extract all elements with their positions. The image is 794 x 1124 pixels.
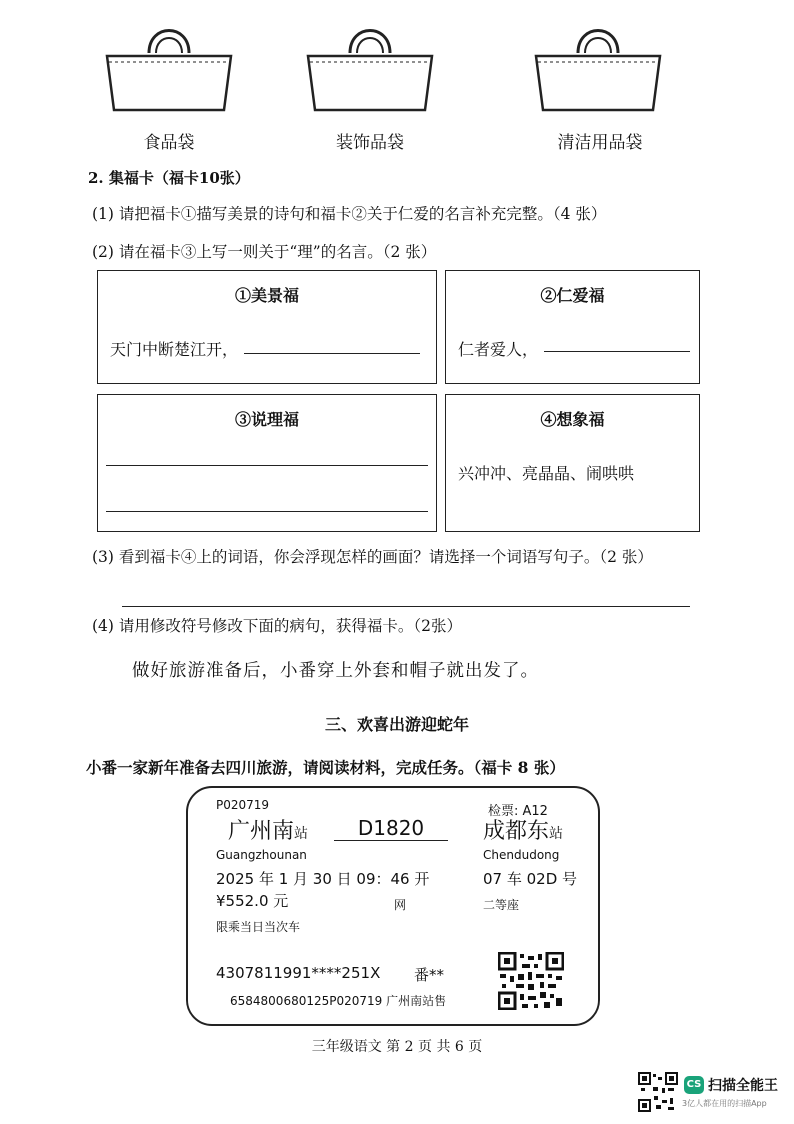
card-beauty-text: 天门中断楚江开，: [110, 340, 239, 359]
question-2-sub1: (1) 请把福卡①描写美景的诗句和福卡②关于仁爱的名言补充完整。（4 张）: [92, 205, 607, 223]
ticket-to-en: Chendudong: [483, 848, 560, 862]
card-beauty-answer-line[interactable]: [244, 353, 420, 354]
ticket-id-number: 4307811991****251X: [216, 964, 381, 982]
ticket-qr-code-icon: [498, 952, 564, 1010]
question-2-title: 2. 集福卡（福卡10张）: [88, 169, 250, 187]
ticket-from-en: Guangzhounan: [216, 848, 307, 862]
ticket-to-cn: 成都东: [483, 819, 550, 844]
scanner-qr-code-icon: [638, 1072, 678, 1112]
scanner-brand-name: 扫描全能王: [708, 1078, 778, 1094]
bag-label-cleaning: 清洁用品袋: [557, 133, 643, 153]
scanner-logo: CS: [684, 1076, 704, 1094]
ticket-code: 6584800680125P020719 广州南站售: [230, 994, 447, 1008]
ticket-from-cn: 广州南: [228, 819, 295, 844]
bag-label-decoration: 装饰品袋: [336, 133, 404, 153]
ticket-serial: P020719: [216, 798, 270, 812]
faulty-sentence: 做好旅游准备后，小番穿上外套和帽子就出发了。: [132, 661, 539, 681]
bag-label-food: 食品袋: [143, 133, 195, 153]
scanner-brand-subtitle: 3亿人都在用的扫描App: [682, 1099, 767, 1108]
card-imagination-text: 兴冲冲、亮晶晶、闹哄哄: [458, 464, 635, 483]
section-3-title: 三、欢喜出游迎蛇年: [324, 715, 469, 734]
ticket-gate: 检票: A12: [488, 804, 548, 819]
section-3-intro: 小番一家新年准备去四川旅游，请阅读材料，完成任务。（福卡 8 张）: [86, 758, 565, 777]
card-reason-answer-line-2[interactable]: [106, 511, 428, 512]
card-imagination-title: ④想象福: [540, 410, 605, 429]
train-ticket: [186, 786, 600, 1026]
question-2-sub4: (4) 请用修改符号修改下面的病句，获得福卡。（2张）: [92, 617, 462, 635]
ticket-seat: 07 车 02D 号: [483, 870, 578, 888]
card-imagination: [445, 394, 700, 532]
question-2-sub3-answer-line[interactable]: [122, 606, 690, 607]
decoration-bag-icon: [305, 18, 435, 118]
ticket-to-suffix: 站: [549, 826, 564, 842]
question-2-sub2: (2) 请在福卡③上写一则关于“理”的名言。（2 张）: [92, 243, 437, 261]
card-reason-title: ③说理福: [234, 410, 299, 429]
cleaning-bag-icon: [533, 18, 663, 118]
card-kindness: [445, 270, 700, 384]
ticket-passenger: 番**: [414, 966, 445, 984]
ticket-from-station: [228, 814, 308, 845]
ticket-notice: 限乘当日当次车: [216, 920, 301, 934]
card-kindness-title: ②仁爱福: [540, 286, 605, 305]
card-reason-answer-line-1[interactable]: [106, 465, 428, 466]
ticket-to-station: [483, 814, 563, 845]
food-bag-icon: [104, 18, 234, 118]
card-kindness-answer-line[interactable]: [544, 351, 690, 352]
card-beauty: [97, 270, 437, 384]
ticket-channel: 网: [394, 898, 407, 912]
card-kindness-text: 仁者爱人，: [458, 340, 539, 359]
ticket-price: ¥552.0 元: [216, 892, 289, 910]
ticket-train-number: D1820: [334, 816, 448, 841]
ticket-datetime: 2025 年 1 月 30 日 09：46 开: [216, 870, 430, 888]
page-footer: 三年级语文 第 2 页 共 6 页: [311, 1039, 483, 1055]
card-beauty-title: ①美景福: [234, 286, 299, 305]
ticket-seat-class: 二等座: [483, 898, 520, 912]
ticket-from-suffix: 站: [294, 826, 309, 842]
card-reason: [97, 394, 437, 532]
question-2-sub3: (3) 看到福卡④上的词语，你会浮现怎样的画面？请选择一个词语写句子。（2 张）: [92, 548, 653, 566]
